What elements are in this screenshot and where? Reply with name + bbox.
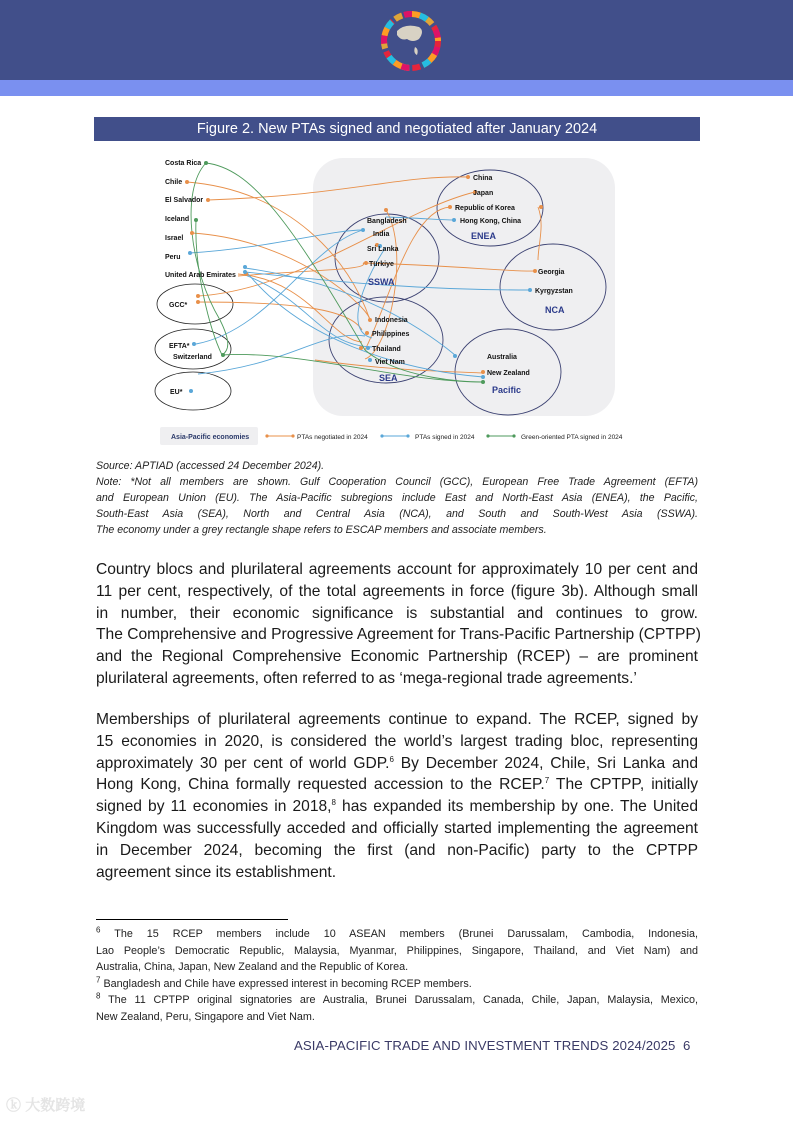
pta-network-diagram [150, 150, 650, 450]
figure-note-line: South-East Asia (SEA), North and Central Asia (NCA), and South and South-West Asia (SSWA). [96, 508, 698, 520]
text-run: has expanded its membership by one. The United [335, 798, 698, 816]
region-label-sswa: SSWA [368, 277, 395, 287]
text-run: By December 2024, Chile, Sri Lanka and [393, 754, 698, 772]
region-label-sea: SEA [379, 373, 398, 383]
region-label-pacific: Pacific [492, 385, 522, 395]
paragraph-line [96, 753, 698, 775]
label-costa-rica: Costa Rica [165, 160, 202, 167]
label-gcc: GCC* [169, 302, 188, 309]
paragraph-line: in number, their economic significance is substantial and continues to grow. [96, 604, 698, 622]
label-el-salvador: El Salvador [165, 197, 204, 204]
footnote-divider [96, 919, 288, 920]
label-viet-nam: Viet Nam [375, 359, 405, 366]
footnote-number: 6 [96, 925, 101, 935]
footnote-number: 8 [96, 991, 101, 1001]
brand-logo-icon: ⓚ [6, 1097, 22, 1114]
label-eu: EU* [170, 389, 183, 396]
label-bangladesh: Bangladesh [367, 218, 407, 225]
paragraph-line: and the Regional Comprehensive Economic Partnership (RCEP) – are prominent [96, 648, 698, 666]
label-chile: Chile [165, 179, 183, 186]
paragraph-line: 15 economies in 2020, is considered the world’s largest trading bloc, representing [96, 732, 698, 750]
body-paragraph-2 [96, 709, 698, 883]
paragraph-line: 11 per cent, respectively, of the total agreements in force (figure 3b). Although small [96, 582, 698, 600]
paragraph-line [96, 796, 698, 818]
label-indonesia: Indonesia [375, 317, 408, 324]
footnote-7-line [96, 976, 698, 993]
paragraph-line: plurilateral agreements, often referred to as ‘mega-regional trade agreements.’ [96, 669, 637, 687]
legend-signed-label: PTAs signed in 2024 [415, 434, 475, 441]
external-economy-labels [165, 160, 236, 279]
label-republic-of-korea: Republic of Korea [455, 205, 515, 212]
text-run: signed by 11 economies in 2018, [96, 798, 332, 816]
paragraph-line: in December 2024, becoming the first (and non-Pacific) party to the CPTPP [96, 841, 698, 859]
region-label-nca: NCA [545, 305, 565, 315]
label-iceland: Iceland [165, 216, 190, 223]
figure-title: Figure 2. New PTAs signed and negotiated after January 2024 [94, 117, 700, 141]
label-japan: Japan [473, 190, 494, 197]
paragraph-line: Kingdom was successfully acceded and officially started implementing the agreement [96, 819, 698, 837]
header-stripe [0, 80, 793, 96]
text-run: The 11 CPTPP original signatories are Australia, Brunei Darussalam, Canada, Chile, Japan, Malaysia, Mexico, [100, 994, 698, 1006]
label-india: India [373, 231, 390, 238]
label-peru: Peru [165, 254, 181, 261]
text-run: The 15 RCEP members include 10 ASEAN members (Brunei Darussalam, Cambodia, Indonesia, [100, 928, 698, 940]
footnote-8-line [96, 992, 698, 1009]
watermark-text: 大数跨境 [25, 1097, 86, 1114]
legend-green-label: Green-oriented PTA signed in 2024 [521, 434, 623, 441]
page-number: 6 [682, 1038, 691, 1053]
text-run: The CPTPP, initially [549, 776, 698, 794]
label-uae: United Arab Emirates [165, 272, 236, 279]
label-philippines: Philippines [372, 331, 410, 338]
label-australia: Australia [487, 354, 517, 361]
running-title: ASIA-PACIFIC TRADE AND INVESTMENT TRENDS 2024/2025 [294, 1038, 676, 1053]
legend-negotiated-label: PTAs negotiated in 2024 [297, 434, 368, 441]
text-run: Hong Kong, China formally requested accession to the RCEP. [96, 776, 545, 794]
label-kyrgyzstan: Kyrgyzstan [535, 288, 573, 295]
footnote-number: 7 [96, 974, 101, 984]
legend-box-label: Asia-Pacific economies [171, 434, 250, 441]
paragraph-line: The Comprehensive and Progressive Agreement for Trans-Pacific Partnership (CPTPP) [96, 626, 701, 644]
label-hong-kong-china: Hong Kong, China [460, 218, 522, 225]
watermark [6, 1094, 85, 1115]
paragraph-line: agreement since its establishment. [96, 863, 337, 881]
figure-note-line: The economy under a grey rectangle shape refers to ESCAP members and associate members. [96, 524, 547, 536]
diagram-legend [160, 427, 623, 445]
label-turkiye: Türkiye [369, 261, 394, 268]
figure-source-note [96, 458, 698, 538]
footnote-6-line: Lao People’s Democratic Republic, Malaysia, Myanmar, Philippines, Singapore, Thailand, and Viet Nam) and [96, 944, 698, 957]
figure-source: Source: APTIAD (accessed 24 December 2024). [96, 460, 325, 472]
text-run: Bangladesh and Chile have expressed interest in becoming RCEP members. [100, 977, 472, 990]
label-switzerland: Switzerland [173, 354, 212, 361]
paragraph-line: Memberships of plurilateral agreements continue to expand. The RCEP, signed by [96, 711, 698, 728]
footnote-6-line [96, 926, 698, 943]
footnote-ref-6[interactable]: 6 [389, 754, 394, 764]
label-thailand: Thailand [372, 346, 401, 353]
label-sri-lanka: Sri Lanka [367, 246, 399, 253]
footnote-8-line: New Zealand, Peru, Singapore and Viet Nam. [96, 1010, 315, 1023]
paragraph-line [96, 774, 698, 796]
footnote-6-line: Australia, China, Japan, New Zealand and the Republic of Korea. [96, 961, 409, 973]
label-efta: EFTA* [169, 343, 190, 350]
footnote-ref-7[interactable]: 7 [544, 776, 550, 786]
region-label-enea: ENEA [471, 231, 497, 241]
footnote-ref-8[interactable]: 8 [331, 798, 336, 807]
label-israel: Israel [165, 235, 184, 242]
label-georgia: Georgia [538, 269, 565, 276]
text-run: approximately 30 per cent of world GDP. [96, 754, 390, 772]
label-new-zealand: New Zealand [487, 370, 530, 377]
footnotes [96, 926, 698, 1025]
escap-globe-sdg-ring-icon [379, 9, 443, 73]
running-footer [294, 1038, 690, 1053]
paragraph-line: Country blocs and plurilateral agreements account for approximately 10 per cent and [96, 561, 698, 578]
figure-note-line: and European Union (EU). The Asia-Pacific subregions include East and North-East Asia (ENEA), the Pacific, [96, 492, 698, 504]
body-paragraph-1 [96, 559, 701, 690]
label-china: China [473, 175, 493, 182]
figure-note-line: Note: *Not all members are shown. Gulf Cooperation Council (GCC), European Free Trade Agreement (EFTA) [96, 476, 698, 488]
